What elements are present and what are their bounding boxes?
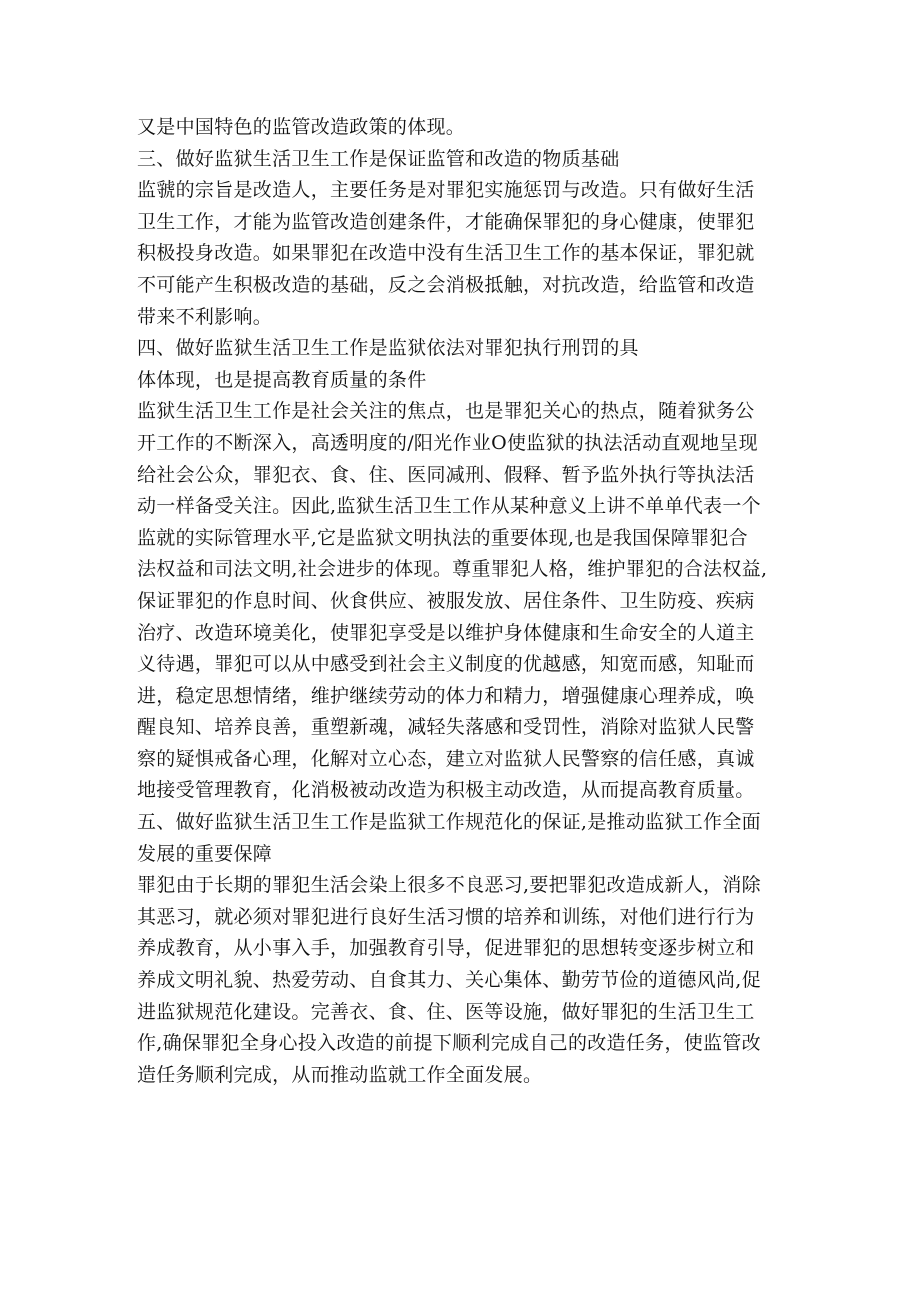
text-line: 地接受管理教育，化消极被动改造为积极主动改造，从而提高教育质量。 [137, 779, 755, 802]
document-body [137, 112, 797, 1091]
text-line: 法权益和司法文明,社会进步的体现。尊重罪犯人格，维护罪犯的合法权益, [137, 558, 768, 581]
text-line: 造任务顺利完成，从而推动监就工作全面发展。 [137, 1063, 543, 1086]
text-line: 又是中国特色的监管改造政策的体现。 [137, 116, 466, 138]
text-line: 监虢的宗旨是改造人，主要任务是对罪犯实施惩罚与改造。只有做好生活 [137, 179, 755, 202]
text-line: 积极投身改造。如果罪犯在改造中没有生活卫生工作的基本保证，罪犯就 [137, 242, 755, 265]
text-line: 卫生工作，才能为监管改造创建条件，才能确保罪犯的身心健康，使罪犯 [137, 210, 755, 233]
text-line: 其恶习，就必须对罪犯进行良好生活习惯的培养和训练，对他们进行行为 [137, 905, 755, 928]
text-line: 作,确保罪犯全身心投入改造的前提下顺利完成自己的改造任务，使监管改 [137, 1032, 761, 1055]
text-line: 监就的实际管理水平,它是监狱文明执法的重要体现,也是我国保障罪犯合 [137, 526, 748, 549]
section-heading-4-continued: 体体现，也是提高教育质量的条件 [137, 368, 427, 391]
text-line: 罪犯由于长期的罪犯生活会染上很多不良恶习,要把罪犯改造成新人，消除 [137, 874, 761, 897]
section-heading-4: 四、做好监狱生活卫生工作是监狱依法对罪犯执行刑罚的具 [137, 337, 639, 360]
section-heading-5: 五、做好监狱生活卫生工作是监狱工作规范化的保证,是推动监狱工作全面 [137, 811, 761, 834]
text-line: 养成文明礼貌、热爱劳动、自食其力、关心集体、勤劳节俭的道德风尚,促 [137, 969, 761, 992]
text-line: 带来不利影响。 [137, 305, 273, 328]
text-line: 保证罪犯的作息时间、伙食供应、被服发放、居住条件、卫生防疫、疾病 [137, 589, 755, 612]
text-line: 察的疑惧戒备心理，化解对立心态，建立对监狱人民警察的信任感，真诚 [137, 747, 755, 770]
section-heading-5-continued: 发展的重要保障 [137, 842, 273, 865]
text-line: 监狱生活卫生工作是社会关注的焦点，也是罪犯关心的热点，随着狱务公 [137, 400, 755, 423]
text-line: 开工作的不断深入，高透明度的/阳光作业O使监狱的执法活动直观地呈现 [137, 431, 758, 454]
text-line: 动一样备受关注。因此,监狱生活卫生工作从某种意义上讲不单单代表一个 [137, 495, 761, 518]
section-heading-3: 三、做好监狱生活卫生工作是保证监管和改造的物质基础 [137, 147, 620, 170]
text-line: 醒良知、培养良善，重塑新魂，减轻失落感和受罚性，消除对监狱人民警 [137, 716, 755, 739]
text-line: 给社会公众，罪犯衣、食、住、医同减刑、假释、暂予监外执行等执法活 [137, 463, 755, 486]
text-line: 进监狱规范化建设。完善衣、食、住、医等设施，做好罪犯的生活卫生工 [137, 1000, 755, 1023]
text-line: 治疗、改造环境美化，使罪犯享受是以维护身体健康和生命安全的人道主 [137, 621, 755, 644]
text-line: 进，稳定思想情绪，维护继续劳动的体力和精力，增强健康心理养成，唤 [137, 684, 755, 707]
text-line: 不可能产生积极改造的基础，反之会消极抵触，对抗改造，给监管和改造 [137, 273, 755, 296]
text-line: 义待遇，罪犯可以从中感受到社会主义制度的优越感，知宽而感，知耻而 [137, 653, 755, 676]
text-line: 养成教育，从小事入手，加强教育引导，促进罪犯的思想转变逐步树立和 [137, 937, 755, 960]
